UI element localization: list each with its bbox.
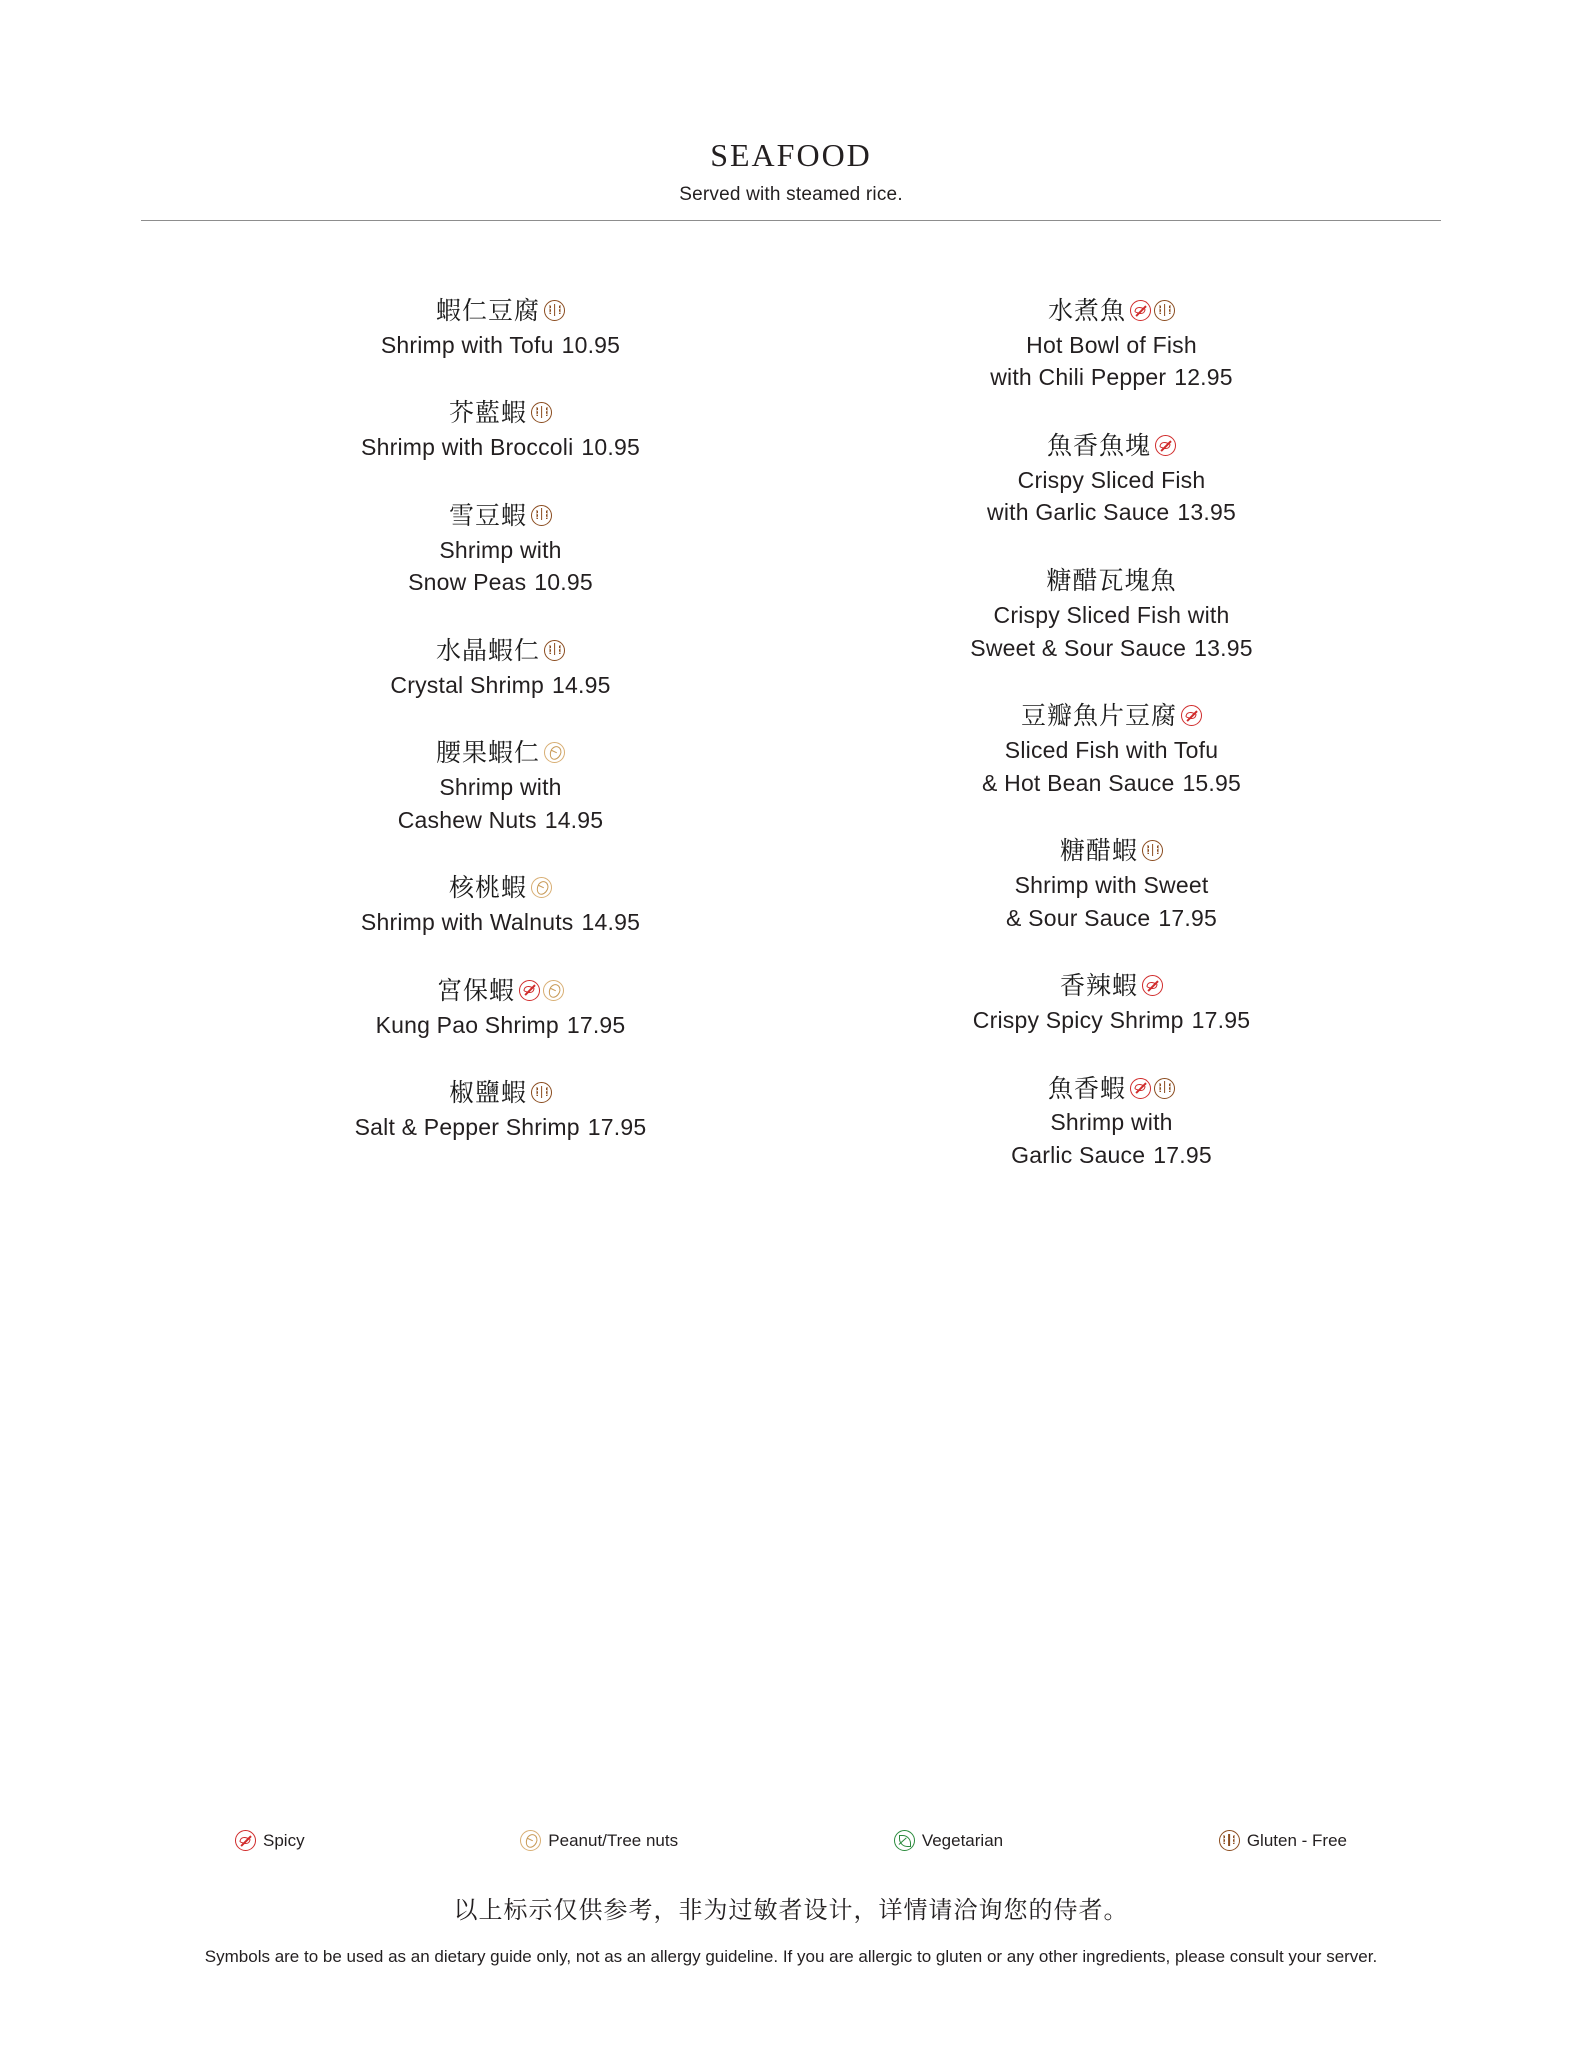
peanut-icon <box>531 877 552 898</box>
menu-item-name-chinese-text: 水晶蝦仁 <box>435 636 540 665</box>
menu-item-description <box>195 1009 806 1042</box>
menu-item-description <box>806 869 1417 902</box>
menu-column-right <box>806 295 1447 1208</box>
menu-item-description <box>806 361 1417 394</box>
legend-item-label: Gluten - Free <box>1246 1830 1347 1850</box>
menu-item-description <box>806 632 1417 665</box>
menu-item-description-text: Crispy Sliced Fish <box>1017 466 1206 493</box>
menu-item-name-chinese-text: 芥藍蝦 <box>448 399 527 428</box>
menu-item-description <box>806 329 1417 362</box>
menu-item-price: 15.95 <box>1182 769 1241 796</box>
menu-item-description-text: Kung Pao Shrimp <box>375 1011 559 1038</box>
footer-disclaimer-chinese: 以上标示仅供参考，非为过敏者设计，详情请洽询您的侍者。 <box>453 1897 1129 1924</box>
menu-item <box>195 1077 806 1143</box>
legend-item-label: Spicy <box>263 1830 305 1850</box>
menu-item <box>806 295 1417 394</box>
gluten-free-icon <box>1142 840 1163 861</box>
menu-item-description <box>806 734 1417 767</box>
menu-item-price: 13.95 <box>1177 499 1236 526</box>
gluten-free-icon <box>544 300 565 321</box>
menu-item-price: 17.95 <box>566 1011 626 1038</box>
menu-item-description <box>806 1139 1417 1172</box>
menu-item <box>806 1073 1417 1172</box>
menu-item <box>195 295 806 361</box>
menu-item-description <box>195 431 806 464</box>
legend-item-peanut <box>520 1830 678 1851</box>
peanut-icon <box>544 742 565 763</box>
menu-item-name-chinese <box>195 295 806 329</box>
menu-item-description-text: Crispy Sliced Fish with <box>993 601 1230 628</box>
menu-item-price: 10.95 <box>561 331 621 358</box>
menu-item-description-text: with Garlic Sauce <box>987 499 1170 526</box>
menu-item-price: 13.95 <box>1194 634 1253 661</box>
menu-item-name-chinese-text: 豆瓣魚片豆腐 <box>1020 702 1177 731</box>
menu-item-price: 14.95 <box>552 671 611 698</box>
footer-disclaimer-english: Symbols are to be used as an dietary guide only, not as an allergy guideline. If you are allergic to gluten or any other ingredients, please consult your server. <box>204 1947 1378 1966</box>
menu-item-name-chinese <box>806 700 1417 734</box>
menu-item-name-chinese <box>806 430 1417 464</box>
menu-item-price: 10.95 <box>534 569 593 596</box>
menu-item-description-text: Shrimp with Walnuts <box>360 909 574 936</box>
menu-item-description <box>195 804 806 837</box>
menu-item <box>806 565 1417 664</box>
allergen-legend <box>135 1830 1447 1851</box>
menu-item-description <box>195 329 806 362</box>
menu-item-name-chinese <box>806 970 1417 1004</box>
legend-item-gluten-free <box>1219 1830 1347 1851</box>
menu-item-price: 14.95 <box>544 806 604 833</box>
menu-item-description-text: Garlic Sauce <box>1011 1142 1146 1169</box>
menu-item-name-chinese <box>195 872 806 906</box>
menu-item-name-chinese <box>195 737 806 771</box>
menu-item-description <box>806 1004 1417 1037</box>
menu-item-name-chinese-text: 雪豆蝦 <box>448 501 527 530</box>
spicy-icon <box>519 980 540 1001</box>
spicy-icon <box>1130 300 1151 321</box>
menu-column-left <box>135 295 806 1208</box>
header-divider <box>141 220 1441 221</box>
menu-item-description-text: & Hot Bean Sauce <box>982 769 1175 796</box>
menu-item-name-chinese-text: 水煮魚 <box>1047 297 1126 325</box>
menu-item-description-text: Shrimp with <box>1050 1109 1173 1136</box>
menu-item-name-chinese <box>806 565 1417 599</box>
gluten-free-icon <box>531 505 552 526</box>
menu-item-description-text: Sliced Fish with Tofu <box>1004 736 1219 763</box>
menu-item <box>806 430 1417 529</box>
menu-item-description-text: Shrimp with <box>439 774 562 801</box>
menu-item-description-text: Salt & Pepper Shrimp <box>354 1113 580 1140</box>
menu-item <box>806 835 1417 934</box>
legend-item-label: Vegetarian <box>921 1830 1004 1850</box>
menu-item-description-text: Shrimp with <box>439 536 562 563</box>
menu-item-description <box>195 669 806 702</box>
menu-item <box>195 500 806 599</box>
menu-item-description-text: Shrimp with Tofu <box>380 331 554 358</box>
page-subtitle: Served with steamed rice. <box>679 184 903 205</box>
gluten-free-icon <box>531 402 552 423</box>
menu-item <box>806 970 1417 1036</box>
menu-item-description <box>195 566 806 599</box>
menu-item-description-text: Hot Bowl of Fish <box>1026 331 1197 358</box>
vegetarian-icon <box>894 1830 915 1851</box>
menu-item-description <box>195 534 806 567</box>
menu-item-name-chinese <box>195 635 806 669</box>
menu-item-description-text: Snow Peas <box>408 569 527 596</box>
menu-item-name-chinese <box>195 1077 806 1111</box>
menu-item-price: 17.95 <box>1158 904 1217 931</box>
menu-item-name-chinese-text: 魚香魚塊 <box>1046 432 1151 461</box>
menu-item-name-chinese <box>806 295 1417 329</box>
menu-item-description-text: Cashew Nuts <box>397 806 537 833</box>
spicy-icon <box>1142 975 1163 996</box>
menu-item-description <box>195 906 806 939</box>
menu-item-description-text: & Sour Sauce <box>1006 904 1151 931</box>
menu-item-description-text: Shrimp with Sweet <box>1014 872 1209 898</box>
spicy-icon <box>1181 705 1202 726</box>
menu-item-description <box>806 767 1417 800</box>
menu-item-description-text: Crispy Spicy Shrimp <box>972 1007 1184 1034</box>
page-footer <box>0 1890 1582 1967</box>
menu-item-price: 17.95 <box>1153 1142 1212 1169</box>
menu-item-description <box>806 599 1417 632</box>
menu-item-name-chinese-text: 腰果蝦仁 <box>435 739 540 768</box>
gluten-free-icon <box>1154 300 1175 321</box>
menu-item-name-chinese-text: 糖醋瓦塊魚 <box>1046 567 1177 596</box>
menu-item-name-chinese-text: 核桃蝦 <box>448 874 527 903</box>
spicy-icon <box>235 1830 256 1851</box>
legend-item-label: Peanut/Tree nuts <box>548 1830 679 1850</box>
menu-item-name-chinese <box>195 500 806 534</box>
menu-item-price: 17.95 <box>587 1113 647 1140</box>
menu-item <box>195 737 806 836</box>
peanut-icon <box>520 1830 541 1851</box>
menu-item-price: 12.95 <box>1174 364 1233 391</box>
menu-item-description-text: Crystal Shrimp <box>390 671 545 698</box>
menu-item-name-chinese-text: 魚香蝦 <box>1047 1074 1126 1103</box>
legend-item-spicy <box>235 1830 305 1851</box>
menu-item-description <box>806 1106 1417 1139</box>
spicy-icon <box>1130 1078 1151 1099</box>
menu-item-description-text: Shrimp with Broccoli <box>361 434 574 461</box>
menu-item-name-chinese-text: 糖醋蝦 <box>1059 837 1138 866</box>
menu-item-price: 10.95 <box>581 434 640 461</box>
menu-item <box>195 975 806 1041</box>
gluten-free-icon <box>1154 1078 1175 1099</box>
gluten-free-icon <box>544 640 565 661</box>
menu-item-name-chinese-text: 香辣蝦 <box>1059 972 1138 1001</box>
menu-item-description-text: with Chili Pepper <box>990 364 1167 391</box>
menu-item-name-chinese <box>806 1073 1417 1107</box>
menu-item-description <box>195 1111 806 1144</box>
menu-item-description-text: Sweet & Sour Sauce <box>970 634 1187 661</box>
legend-item-vegetarian <box>894 1830 1003 1851</box>
menu-columns <box>135 295 1447 1208</box>
menu-item-price: 17.95 <box>1191 1007 1251 1034</box>
menu-item-description <box>806 496 1417 529</box>
menu-item-name-chinese <box>195 397 806 431</box>
menu-item-name-chinese <box>806 835 1417 869</box>
menu-item-name-chinese-text: 宮保蝦 <box>436 976 515 1005</box>
menu-item-description <box>806 902 1417 935</box>
menu-item <box>195 635 806 701</box>
spicy-icon <box>1155 435 1176 456</box>
menu-item-name-chinese-text: 椒鹽蝦 <box>448 1079 527 1108</box>
menu-item-name-chinese-text: 蝦仁豆腐 <box>435 297 540 325</box>
menu-item-description <box>195 771 806 804</box>
menu-item-price: 14.95 <box>581 909 641 936</box>
menu-item <box>195 872 806 938</box>
peanut-icon <box>543 980 564 1001</box>
gluten-free-icon <box>1219 1830 1240 1851</box>
page-header <box>135 0 1447 221</box>
gluten-free-icon <box>531 1082 552 1103</box>
menu-item <box>195 397 806 463</box>
menu-item-description <box>806 464 1417 497</box>
page-title: seafood <box>710 125 872 176</box>
menu-item-name-chinese <box>195 975 806 1009</box>
menu-item <box>806 700 1417 799</box>
